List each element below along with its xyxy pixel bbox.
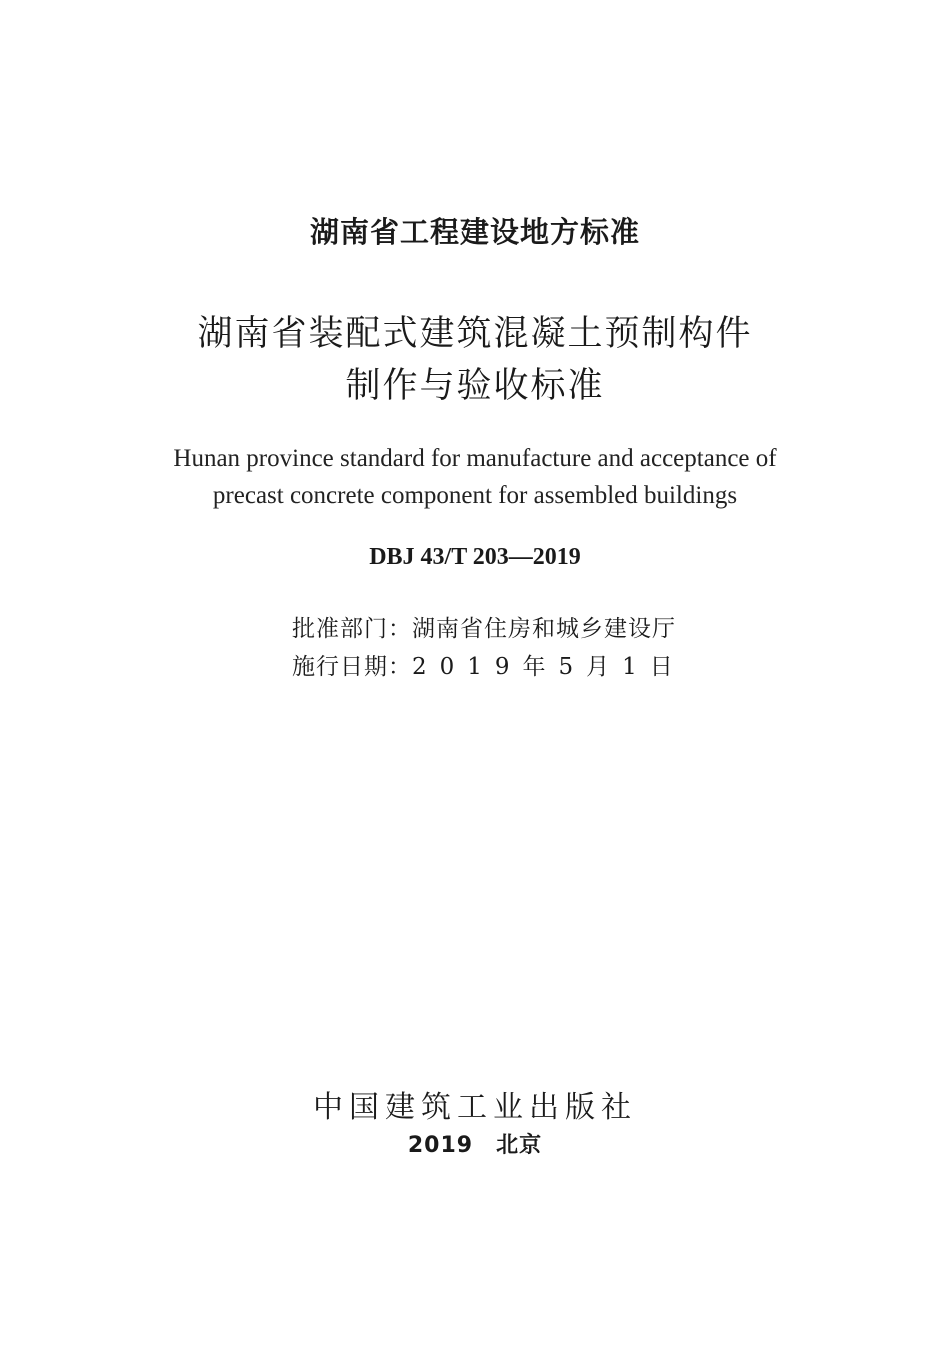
standard-series: 湖南省工程建设地方标准 [309, 215, 640, 249]
effective-label: 施行日期： [292, 654, 412, 680]
title-chinese-line-1: 湖南省装配式建筑混凝土预制构件 [197, 314, 753, 354]
title-chinese-line-2: 制作与验收标准 [345, 366, 605, 406]
standard-code: DBJ 43/T 203—2019 [369, 544, 581, 570]
effective-date [292, 648, 686, 681]
approval-label: 批准部门： [292, 616, 412, 642]
publisher-name: 中国建筑工业出版社 [313, 1090, 637, 1125]
approval-department [292, 610, 676, 643]
approval-value: 湖南省住房和城乡建设厅 [412, 616, 676, 642]
title-english-line-2: precast concrete component for assembled buildings [212, 482, 738, 509]
effective-value: 2019年5月1日 [412, 654, 686, 680]
title-english-line-1: Hunan province standard for manufacture and acceptance of [173, 445, 777, 472]
publish-year-place: 2019 北京 [407, 1133, 543, 1158]
